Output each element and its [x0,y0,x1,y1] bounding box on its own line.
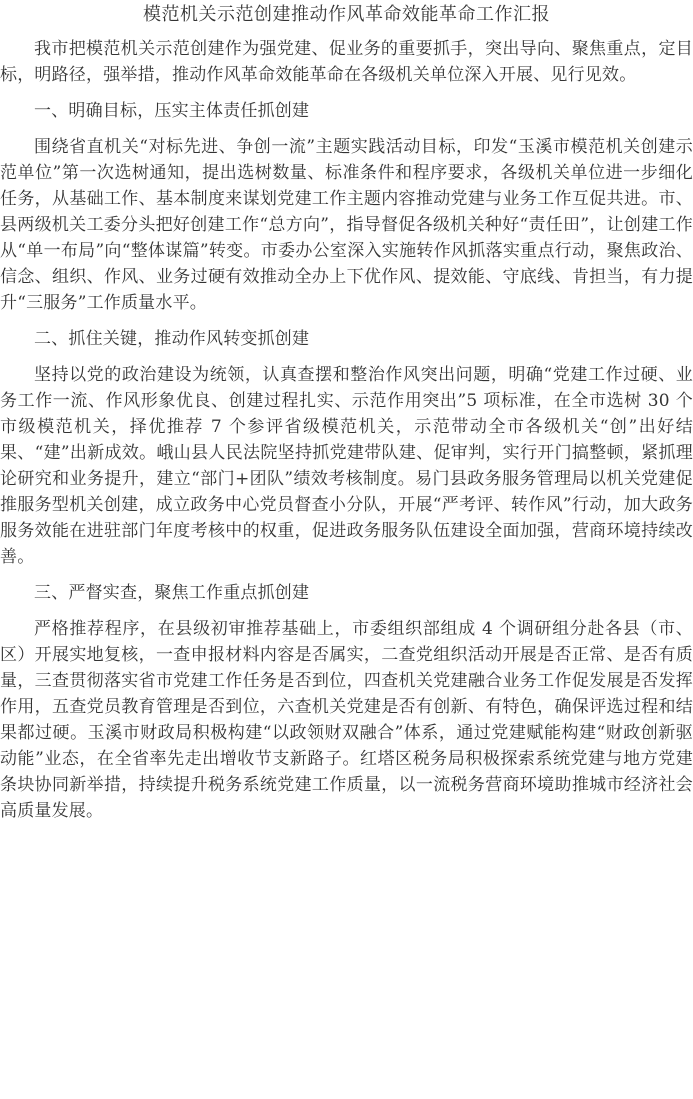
intro-paragraph: 我市把模范机关示范创建作为强党建、促业务的重要抓手，突出导向、聚焦重点，定目标，明路径，强举措，推动作风革命效能革命在各级机关单位深入开展、见行见效。 [0,39,693,85]
section-3-heading: 三、严督实查，聚焦工作重点抓创建 [34,583,310,603]
section-1-heading: 一、明确目标，压实主体责任抓创建 [34,101,310,121]
section-2-paragraph: 坚持以党的政治建设为统领，认真查摆和整治作风突出问题，明确“党建工作过硬、业务工作一流、作风形象优良、创建过程扎实、示范作用突出”5 项标准，在全市选树 30 个市级模范机关，择优推荐 7 个参评省级模范机关，示范带动全市各级机关“创”出好结果、“建”出新成效。峨山县人民法院坚持抓党建带队建、促审判，实行开门搞整顿，紧抓理论研究和业务提升，建立“部门+团队”绩效考核制度。易门县政务服务管理局以机关党建促推服务型机关创建，成立政务中心党员督查小分队，开展“严考评、转作风”行动，加大政务服务效能在进驻部门年度考核中的权重，促进政务服务队伍建设全面加强，营商环境持续改善。 [0,365,693,567]
section-3-paragraph: 严格推荐程序，在县级初审推荐基础上，市委组织部组成 4 个调研组分赴各县（市、区）开展实地复核，一查申报材料内容是否属实，二查党组织活动开展是否正常、是否有质量，三查贯彻落实省市党建工作任务是否到位，四查机关党建融合业务工作促发展是否发挥作用，五查党员教育管理是否到位，六查机关党建是否有创新、有特色，确保评选过程和结果都过硬。玉溪市财政局积极构建“以政领财双融合”体系，通过党建赋能构建“财政创新驱动能”业态，在全省率先走出增收节支新路子。红塔区税务局积极探索系统党建与地方党建条块协同新举措，持续提升税务系统党建工作质量，以一流税务营商环境助推城市经济社会高质量发展。 [0,619,693,821]
document-title: 模范机关示范创建推动作风革命效能革命工作汇报 [143,4,550,25]
section-1-paragraph: 围绕省直机关“对标先进、争创一流”主题实践活动目标，印发“玉溪市模范机关创建示范单位”第一次选树通知，提出选树数量、标准条件和程序要求，各级机关单位进一步细化任务，从基础工作、基本制度来谋划党建工作主题内容推动党建与业务工作互促共进。市、县两级机关工委分头把好创建工作“总方向”，指导督促各级机关种好“责任田”，让创建工作从“单一布局”向“整体谋篇”转变。市委办公室深入实施转作风抓落实重点行动，聚焦政治、信念、组织、作风、业务过硬有效推动全办上下优作风、提效能、守底线、肯担当，有力提升“三服务”工作质量水平。 [0,137,693,313]
document [0,2,693,824]
section-2-heading: 二、抓住关键，推动作风转变抓创建 [34,329,310,349]
